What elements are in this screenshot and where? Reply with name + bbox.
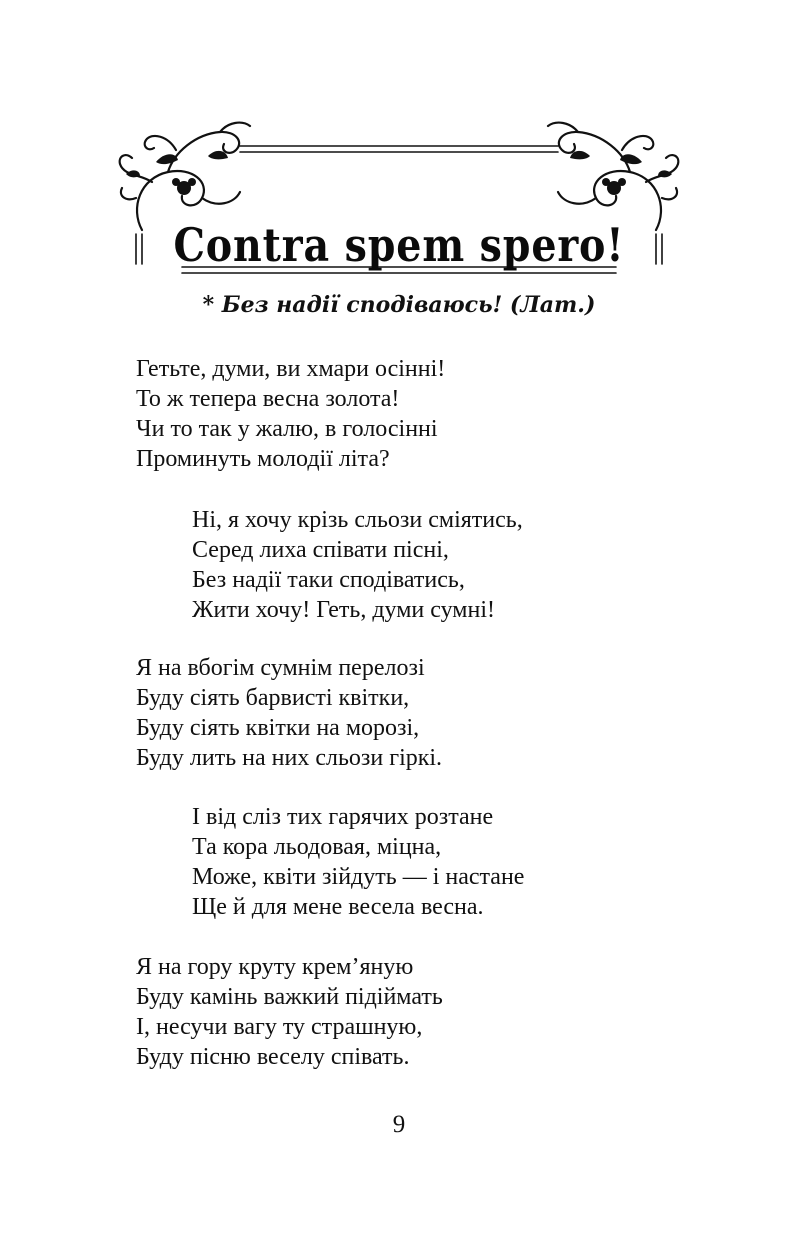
poem-stanza-1 <box>136 354 445 474</box>
poem-line: Буду пісню веселу співать. <box>136 1044 410 1070</box>
poem-line: Чи то так у жалю, в голосінні <box>136 416 438 442</box>
page-title: Contra spem spero! <box>173 217 625 272</box>
poem-line: Проминуть молодії літа? <box>136 446 390 472</box>
poem-line: Гетьте, думи, ви хмари осінні! <box>136 356 446 382</box>
poem-stanza-4 <box>192 802 524 922</box>
poem-line: Без надії таки сподіватись, <box>192 567 465 593</box>
poem-line: Серед лиха співати пісні, <box>192 537 449 563</box>
poem-line: Та кора льодовая, міцна, <box>192 834 442 860</box>
poem-line: Буду сіять барвисті квітки, <box>136 685 410 711</box>
poem-line: Буду лить на них сльози гіркі. <box>136 745 443 771</box>
poem-line: І від сліз тих гарячих розтане <box>192 804 494 830</box>
poem-stanza-3 <box>136 653 442 773</box>
page-number: 9 <box>392 1111 406 1138</box>
poem-line: Буду сіять квітки на морозі, <box>136 715 420 741</box>
poem-line: Я на гору круту крем’яную <box>136 954 414 980</box>
poem-stanza-5 <box>136 952 443 1072</box>
title-translation-note: * Без надії сподіваюсь! (Лат.) <box>202 292 596 318</box>
poem-line: Жити хочу! Геть, думи сумні! <box>192 597 495 623</box>
poem-line: Буду камінь важкий підіймать <box>136 984 443 1010</box>
poem-stanza-2 <box>192 505 523 625</box>
poem-line: Ще й для мене весела весна. <box>192 894 484 920</box>
poem-line: І, несучи вагу ту страшную, <box>136 1014 423 1040</box>
poem-line: Я на вбогім сумнім перелозі <box>136 655 425 681</box>
poem-line: Може, квіти зійдуть — і настане <box>192 864 525 890</box>
poem-line: То ж тепера весна золота! <box>136 386 400 412</box>
poem-line: Ні, я хочу крізь сльози сміятись, <box>192 507 523 533</box>
